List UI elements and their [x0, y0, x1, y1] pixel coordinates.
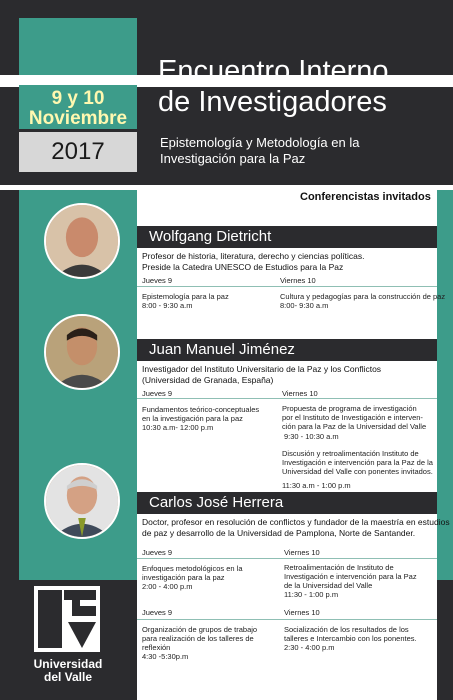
day-label: Jueves 9: [142, 276, 173, 285]
day-label: Viernes 10: [284, 608, 320, 617]
event-title-line2: de Investigadores: [158, 86, 387, 118]
session-title: reflexión: [142, 643, 171, 652]
session-time: 9:30 - 10:30 a.m: [284, 432, 339, 441]
bottom-right-band: [437, 580, 453, 700]
logo-text-line2: del Valle: [43, 670, 93, 684]
logo-text-line1: Universidad: [33, 657, 103, 671]
portrait-icon: [46, 465, 118, 537]
divider: [137, 286, 437, 287]
session-time: 11:30 a.m - 1:00 p.m: [282, 481, 351, 490]
session-time: 10:30 a.m- 12:00 p.m: [142, 423, 214, 432]
session-time: 2:30 - 4:00 p.m: [284, 643, 335, 652]
day-label: Jueves 9: [142, 608, 173, 617]
session-title: Fundamentos teórico-conceptuales: [142, 405, 260, 414]
day-label: Jueves 9: [142, 389, 173, 398]
session-title: investigación para la paz: [142, 573, 225, 582]
session-title: por el Instituto de Investigación e interven-: [282, 413, 423, 422]
session-title: Investigación e intervención para la Paz de la: [282, 458, 433, 467]
session-title: Retroalimentación de Instituto de: [284, 563, 394, 572]
session-title: Socialización de los resultados de los: [284, 625, 409, 634]
session-title: Organización de grupos de trabajo: [142, 625, 258, 634]
portrait-icon: [46, 316, 118, 388]
section-heading: Conferencistas invitados: [300, 191, 431, 203]
session-title: Cultura y pedagogías para la construcción de paz: [280, 292, 446, 301]
speaker3-panel: [137, 512, 437, 700]
left-dark-band: [0, 190, 19, 580]
session-title: Enfoques metodológicos en la: [142, 564, 243, 573]
session-title: Propuesta de programa de investigación: [282, 404, 417, 413]
date-days: 9 y 10: [51, 88, 105, 109]
session-time: 8:00- 9:30 a.m: [280, 301, 329, 310]
day-label: Viernes 10: [282, 389, 318, 398]
session-title: Universidad del Valle con ponentes invitados.: [282, 467, 433, 476]
session-time: 2:00 - 4:00 p.m: [142, 582, 193, 591]
speaker-desc: Doctor, profesor en resolución de conflictos y fundador de la maestría en estudios: [142, 517, 450, 527]
speaker-photo-wolfgang: [44, 203, 120, 279]
day-label: Jueves 9: [142, 548, 173, 557]
speaker-desc: Profesor de historia, literatura, derecho y ciencias políticas.: [142, 251, 365, 261]
session-time: 11:30 - 1:00 p.m: [284, 590, 339, 599]
speaker-desc: Investigador del Instituto Universitario de la Paz y los Conflictos: [142, 364, 382, 374]
speaker-name-bar: Carlos José Herrera: [137, 492, 437, 514]
speaker-desc: (Universidad de Granada, España): [142, 375, 274, 385]
day-label: Viernes 10: [284, 548, 320, 557]
date-month: Noviembre: [28, 108, 128, 129]
event-title-line1: Encuentro Interno: [158, 55, 389, 87]
session-time: 4:30 -5:30p.m: [142, 652, 189, 661]
day-label: Viernes 10: [280, 276, 316, 285]
univalle-logo-icon: [34, 586, 100, 652]
session-title: Discusión y retroalimentación Instituto de: [282, 449, 419, 458]
divider: [137, 398, 437, 399]
event-subtitle-line2: Investigación para la Paz: [160, 151, 306, 166]
speaker-name-bar: Juan Manuel Jiménez: [137, 339, 437, 361]
year-box: 2017: [19, 132, 137, 172]
session-title: talleres e Intercambio con los ponentes.: [284, 634, 417, 643]
event-subtitle-line1: Epistemología y Metodología en la: [160, 135, 360, 150]
speaker-desc: Preside la Catedra UNESCO de Estudios para la Paz: [142, 262, 344, 272]
session-title: para realización de los talleres de: [142, 634, 254, 643]
session-title: Investigación e intervención para la Paz: [284, 572, 417, 581]
divider: [137, 619, 437, 620]
session-time: 8:00 - 9:30 a.m: [142, 301, 193, 310]
portrait-icon: [46, 205, 118, 277]
speaker-desc: de paz y desarrollo de la Universidad de Pamplona, Norte de Santander.: [142, 528, 416, 538]
session-title: ción para la Paz de la Universidad del Valle: [282, 422, 427, 431]
speaker-photo-carlos: [44, 463, 120, 539]
header-teal-block: [19, 18, 137, 78]
speaker-photo-juan: [44, 314, 120, 390]
session-title: Epistemología para la paz: [142, 292, 229, 301]
session-title: en la investigación para la paz: [142, 414, 243, 423]
session-title: de la Universidad del Valle: [284, 581, 373, 590]
speaker-name-bar: Wolfgang Dietricht: [137, 226, 437, 248]
university-logo: [34, 586, 100, 652]
divider: [137, 558, 437, 559]
